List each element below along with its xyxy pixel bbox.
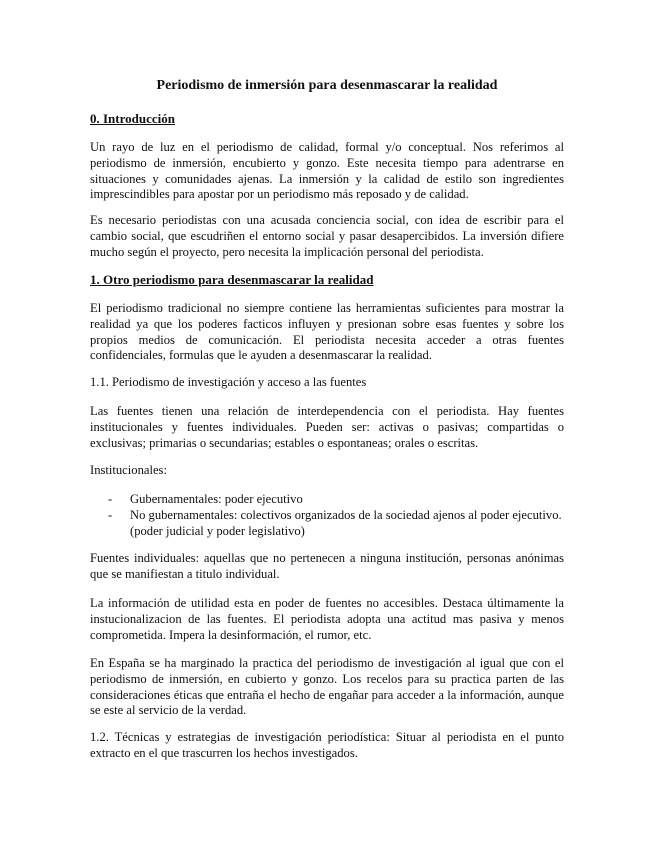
section1-paragraph-1: El periodismo tradicional no siempre contiene las herramientas suficientes para mostrar la realidad ya que los poderes facticos influyen y presionan sobre esas fuentes y sobre los propios medios de comunicación. El periodista necesita acceder a otras fuentes confidenciales, formulas que le ayuden a desenmascarar la realidad. — [90, 301, 564, 363]
institucionales-label: Institucionales: — [90, 463, 167, 477]
intro-paragraph-1: Un rayo de luz en el periodismo de calidad, formal y/o conceptual. Nos referimos al periodismo de inmersión, encubierto y gonzo. Este necesita tiempo para adentrarse en situaciones y comunidades ajenas. La inmersión y la calidad de estilo son ingredientes imprescindibles para apostar por un periodismo más reposado y de calidad. — [90, 140, 564, 202]
subsection-1-1-title: 1.1. Periodismo de investigación y acceso a las fuentes — [90, 375, 367, 389]
list-item — [108, 508, 564, 540]
section1-paragraph-fuentes: Las fuentes tienen una relación de interdependencia con el periodista. Hay fuentes institucionales y fuentes individuales. Pueden ser: activas o pasivas; compartidas o exclusivas; primarias o secundarias; estables o espontaneas; orales o escritas. — [90, 404, 564, 450]
document-title: Periodismo de inmersión para desenmascarar la realidad — [156, 78, 498, 93]
section1-paragraph-espana: En España se ha marginado la practica del periodismo de investigación al igual que con el periodismo de inmersión, en cubierto y gonzo. Los recelos para su practica parten de las consideraciones éticas que entraña el hecho de engañar para acceder a la información, aunque se este al servicio de la verdad. — [90, 656, 564, 718]
section-heading-otro-periodismo: 1. Otro periodismo para desenmascarar la realidad — [90, 272, 374, 287]
section-heading-introduccion: 0. Introducción — [90, 111, 175, 126]
list-dash: - — [108, 492, 113, 506]
list-dash: - — [108, 507, 113, 522]
list-item-text: No gubernamentales: colectivos organizados de la sociedad ajenos al poder ejecutivo. (poder judicial y poder legislativo) — [130, 507, 562, 538]
list-item-text: Gubernamentales: poder ejecutivo — [130, 492, 303, 506]
list-item — [108, 492, 564, 508]
subsection-1-2-paragraph: 1.2. Técnicas y estrategias de investigación periodística: Situar al periodista en el punto extracto en el que trascurren los hechos investigados. — [90, 730, 564, 760]
section1-paragraph-informacion: La información de utilidad esta en poder de fuentes no accesibles. Destaca últimamente la instucionalizacion de las fuentes. El periodista adopta una actitud mas pasiva y menos comprometida. Impera la desinformación, el rumor, etc. — [90, 596, 564, 642]
institucionales-list — [108, 492, 564, 539]
intro-paragraph-2: Es necesario periodistas con una acusada conciencia social, con idea de escribir para el cambio social, que escudriñen el entorno social y pasar desapercibidos. La inversión difiere mucho según el proyecto, pero necesita la implicación personal del periodista. — [90, 213, 564, 259]
section1-paragraph-individuales: Fuentes individuales: aquellas que no pertenecen a ninguna institución, personas anónimas que se manifiestan a titulo individual. — [90, 551, 564, 581]
